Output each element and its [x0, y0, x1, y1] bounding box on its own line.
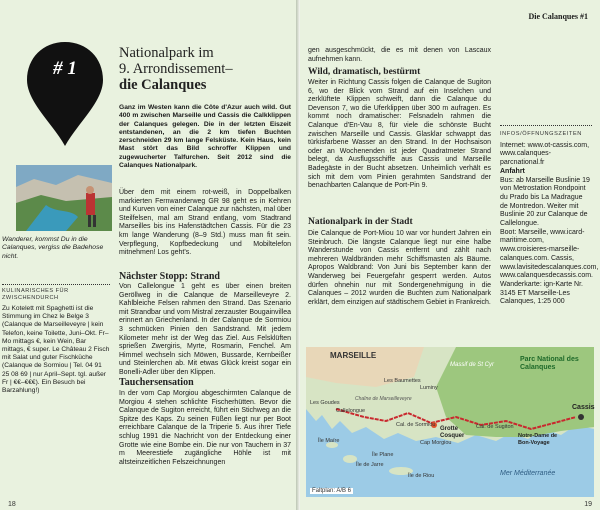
map-label-maire: Île Maïre	[318, 438, 340, 444]
map-label-plane: Île Plane	[372, 452, 394, 458]
map-label-cap: Cap Morgiou	[420, 440, 452, 446]
continuation-text: gen ausgeschmückt, die es mit denen von Lascaux aufnehmen kann.	[308, 47, 491, 63]
info-column	[500, 125, 599, 307]
page-title	[119, 45, 294, 93]
culinary-box	[2, 284, 110, 395]
subheading-stadt: Nationalpark in der Stadt	[308, 217, 413, 227]
pin-marker-icon	[25, 40, 105, 148]
anfahrt-title: Anfahrt	[500, 167, 525, 175]
title-line-1: Nationalpark im	[119, 45, 214, 61]
paragraph-strand: Von Callelongue 1 geht es über einen breiten Geröllweg in die Calanque de Marseilleveyre 2. Kahlbleiche Felsen rahmen den Strand. Das Szenario mit Strandbar und vom Mistral zerzauster Bougainvillea erinnert an Griechenland. In der Calanque de Sormiou 3 schmücken Pinien den Sandstrand. Mit jedem Kilometer mehr ist der Weg das Ziel. Aus Felsklüften sprießen Zwergiris, Myrte, Rosmarin, Fenchel. Am Himmel wechseln sich Möwen, Bussarde, Kernbeißer und Steinlerchen ab. Mit etwas Glück kreist sogar ein Bonelli-Adler über den Klippen.	[119, 283, 291, 376]
map-label-cassis: Cassis	[572, 404, 595, 411]
info-internet: Internet: www.ot-cassis.com, www.calanques-parcnational.fr	[500, 141, 590, 167]
map-label-baumettes: Les Baumettes	[384, 378, 421, 384]
paragraph-wild: Weiter in Richtung Cassis folgen die Calanque de Sugiton 6, wo der Blick vom Strand auf ein Inselchen und zerklüftete Klippen schweift, dann die Calanque du Devenson 7, wo die Uferklippen über 300 m aufragen. Es kommt noch dramatischer: Felsnadeln rahmen die Calanque d'En-Vau 8, für viele die schönste Bucht zwischen Marseille und Cassis. Glasklar schwappt das türkisfarbene Wasser an den Strand. In der Hochsaison oder an Wochenenden ist jeder Quadratmeter Strand belegt, da Ausflugsschiffe aus Cassis und Marseille Badegäste in der Bucht absetzen. Unheimlich verhält es sich mit dem vom Pinien gerahmten Sandstrand der benachbarten Calanque de Port-Pin 9.	[308, 79, 491, 190]
title-line-2: 9. Arrondissement–	[119, 61, 233, 77]
map-label-callelongue: Callelongue	[336, 408, 366, 414]
map-label-jarre: Île de Jarre	[356, 462, 384, 468]
map-label-chaine: Chaîne de Marseilleveyre	[355, 396, 412, 402]
map-label-massif: Massif de St Cyr	[450, 362, 495, 368]
badge-number: # 1	[53, 58, 77, 79]
subheading-strand: Nächster Stopp: Strand	[119, 271, 220, 282]
running-head: Die Calanques #1	[528, 12, 588, 21]
map-label-sormiou: Cal. de Sormiou	[396, 422, 436, 428]
page-number-left: 18	[8, 501, 16, 508]
map-caption: Faltplan: A/B 6	[312, 488, 352, 494]
map-label-goudes: Les Goudes	[310, 400, 340, 406]
map-label-nd: Notre-Dame de Bon-Voyage	[518, 433, 558, 446]
paragraph-stadt: Die Calanque de Port-Miou 10 war vor hundert Jahren ein Steinbruch. Die längste Calanque liegt nur eine halbe Wanderstunde von Cassis entfernt und zählt nach mehreren Waldbränden mehr Schiffsmasten als Bäume. Apropos Waldbrand: Von Juni bis September kann der Wanderweg bei Feuergefahr gesperrt werden. Autos dürfen ohnehin nur mit Sondergenehmigung in die Calanques – 2012 wurden die Buchten zum Nationalpark erklärt, dem einzigen auf städtischem Gebiet in Frankreich.	[308, 230, 491, 306]
subheading-wild: Wild, dramatisch, bestürmt	[308, 67, 421, 77]
info-title: INFOS/ÖFFNUNGSZEITEN	[500, 131, 582, 137]
map-label-sugiton: Cal. de Sugiton	[476, 424, 514, 430]
photo-caption: Wanderer, kommst Du in die Calanques, vergiss die Badehose nicht.	[2, 236, 104, 260]
lead-paragraph: Ganz im Westen kann die Côte d'Azur auch wild. Gut 400 m zwischen Marseille und Cassis die Calkklippen der Calanques gelegen. Die in der letzten Eiszeit entstandenen, an die 2 km tiefen Buchten zerschneiden 29 km lange Felsküste. Kein Haus, kein Mast stört das Bild schroffer Klippen und zugewucherter Talfurchen. Seit 2012 sind die Calanques Nationalpark.	[119, 104, 291, 170]
info-boot: Boot: Marseille, www.icard-maritime.com, www.croisieres-marseille-calanques.com. Cassis, www.lavisitedescalanques.com, www.calanquesdecassis.com.	[500, 228, 599, 280]
hiker-photo	[16, 165, 112, 231]
right-page	[300, 0, 600, 510]
paragraph-taucher: In der vom Cap Morgiou abgeschirmten Calanque de Morgiou 4 stehen schlichte Fischerhütten. Bevor die Calanque de Sugiton erreicht, führt ein Stichweg an die Spitze des Kaps. Zu seinen Füßen liegt nur per Boot erreichbare Calanque de la Triperie 5. Aus ihrer Tiefe schlug 1991 die Nachricht von der Entdeckung einer Grotte wie eine Bombe ein. Die nur von Tauchern in 37 m Meerestiefe zugängliche Höhle ist mit altsteinzeitlichen Felszeichnungen	[119, 390, 291, 466]
map-label-grotte: Grotte Cosquer	[440, 426, 465, 439]
map-label-city: MARSEILLE	[330, 351, 377, 360]
map-label-luminy: Luminy	[420, 385, 438, 391]
left-page	[0, 0, 296, 510]
culinary-text: Zu Kotelett mit Spaghetti ist die Stimmung im Chez le Belge 3 (Calanque de Marseilleveyre | kein Telefon, keine Toilette, Juni–Okt. Fr–Mo mittags €, kein Wein, Bar mittags, € super. Le Château 2 Fisch mit Salat und guter Fischküche (Calanque de Sormiou | Tel. 04 91 25 08 69 | nur April–Sept. tgl. außer Fr | €€–€€€). Ein Besuch bei Barzahlung!)	[2, 305, 110, 395]
map-label-riou: Île de Riou	[408, 473, 435, 479]
map-label-park: Parc National des Calanques	[520, 356, 579, 371]
info-karte: Wanderkarte: ign-Karte Nr. 3145 ET Marseille-Les Calanques, 1:25 000	[500, 280, 583, 306]
title-line-3: die Calanques	[119, 77, 207, 93]
subheading-taucher: Tauchersensation	[119, 377, 194, 388]
map-label-sea: Mer Méditerranée	[500, 470, 556, 477]
intro-paragraph: Über dem mit einem rot-weiß, in Doppelbalken markierten Fernwanderweg GR 98 geht es in Kehren und Kurven von einer Calanque zur nächsten, mal über Steilfelsen, mal am Strand entlang, vom Stadtrand Marseilles bis ins Hafenstädtchen Cassis. Für die 23 km lange Wanderung (8–9 Std.) muss man fit sein. Verpflegung, Kopfbedeckung und Mobiltelefon mitnehmen! Los geht's.	[119, 189, 291, 257]
page-number-right: 19	[584, 501, 592, 508]
info-bus: Bus: ab Marseille Buslinie 19 von Metrostation Rondpoint du Prado bis La Madrague de Montredon. Weiter mit Buslinie 20 zur Calanque de Callelongue.	[500, 176, 590, 228]
culinary-title: KULINARISCHES FÜR ZWISCHENDURCH	[2, 288, 69, 301]
